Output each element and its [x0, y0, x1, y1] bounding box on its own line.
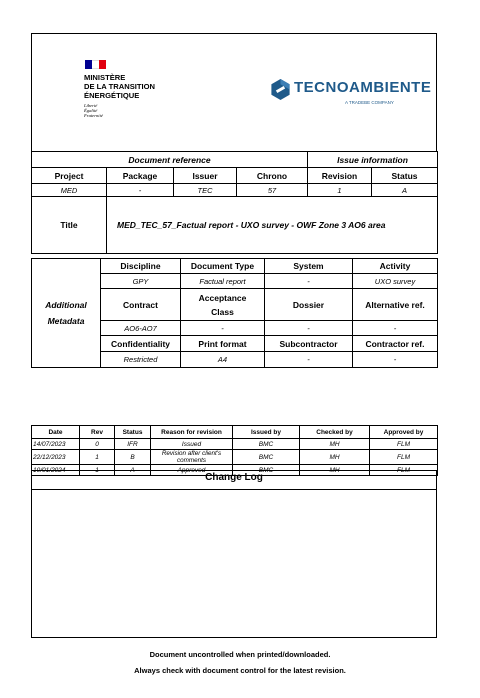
ministry-name	[84, 73, 155, 100]
rev-cell: MH	[300, 439, 370, 450]
document-title: MED_TEC_57_Factual report - UXO survey - OWF Zone 3 AO6 area	[107, 197, 438, 254]
motto-line-2: Égalité	[84, 108, 98, 114]
motto-line-1: Liberté	[84, 103, 98, 108]
rev-cell: Revision after client's comments	[151, 450, 233, 465]
title-label: Title	[32, 197, 107, 254]
meta-value-document-type: Factual report	[181, 274, 265, 289]
metadata-table	[31, 258, 438, 368]
rev-cell: FLM	[370, 450, 438, 465]
meta-header-subcontractor: Subcontractor	[265, 336, 353, 352]
rev-cell: MH	[300, 450, 370, 465]
document-reference-heading: Document reference	[32, 152, 308, 168]
rev-cell: Issued	[151, 439, 233, 450]
value-project: MED	[32, 184, 107, 197]
meta-header-print-format: Print format	[181, 336, 265, 352]
meta-header-system: System	[265, 259, 353, 274]
meta-header-dossier: Dossier	[265, 289, 353, 321]
meta-header-confidentiality: Confidentiality	[101, 336, 181, 352]
table-row	[32, 450, 438, 465]
rev-header-issued-by: Issued by	[233, 426, 300, 439]
value-package: -	[107, 184, 174, 197]
rev-header-checked-by: Checked by	[300, 426, 370, 439]
meta-value-alternative-ref: -	[353, 321, 438, 336]
rev-cell: 22/12/2023	[32, 450, 80, 465]
col-header-revision: Revision	[308, 168, 372, 184]
company-logo-icon	[270, 79, 291, 100]
change-log-header-divider	[31, 489, 437, 490]
rev-cell: BMC	[233, 465, 300, 476]
french-flag-icon	[85, 60, 106, 69]
rev-cell: 1	[80, 465, 115, 476]
footer-notice-line-1: Document uncontrolled when printed/downloaded.	[149, 650, 331, 659]
rev-cell: IFR	[115, 439, 151, 450]
revision-table	[31, 425, 438, 476]
meta-value-system: -	[265, 274, 353, 289]
meta-value-activity: UXO survey	[353, 274, 438, 289]
republic-motto	[84, 103, 103, 119]
meta-header-document-type: Document Type	[181, 259, 265, 274]
rev-header-approved-by: Approved by	[370, 426, 438, 439]
rev-header-status: Status	[115, 426, 151, 439]
meta-value-discipline: GPY	[101, 274, 181, 289]
rev-cell: Approved	[151, 465, 233, 476]
footer-notice-line-2: Always check with document control for the latest revision.	[134, 666, 346, 675]
meta-header-discipline: Discipline	[101, 259, 181, 274]
meta-value-confidentiality: Restricted	[101, 352, 181, 368]
issue-information-heading: Issue information	[308, 152, 438, 168]
rev-cell: 14/07/2023	[32, 439, 80, 450]
ministry-line-2: DE LA TRANSITION	[84, 82, 156, 91]
meta-value-subcontractor: -	[265, 352, 353, 368]
company-name: TECNOAMBIENTE	[294, 79, 432, 96]
rev-header-reason: Reason for revision	[151, 426, 233, 439]
rev-cell: B	[115, 450, 151, 465]
rev-cell: 10/01/2024	[32, 465, 80, 476]
rev-header-rev: Rev	[80, 426, 115, 439]
rev-cell: BMC	[233, 439, 300, 450]
rev-header-date: Date	[32, 426, 80, 439]
meta-header-acceptance-class: Acceptance Class	[181, 289, 265, 321]
meta-header-contractor-ref: Contractor ref.	[353, 336, 438, 352]
change-log-title: Change Log	[205, 472, 263, 483]
rev-cell: A	[115, 465, 151, 476]
rev-cell: 1	[80, 450, 115, 465]
change-log-box	[31, 470, 437, 638]
ministry-line-3: ÉNERGÉTIQUE	[84, 91, 140, 100]
value-issuer: TEC	[174, 184, 237, 197]
additional-metadata-label: Additional Metadata	[32, 259, 101, 368]
rev-cell: 0	[80, 439, 115, 450]
company-tagline: A TRADEBE COMPANY	[345, 100, 394, 105]
col-header-chrono: Chrono	[237, 168, 308, 184]
meta-header-alternative-ref: Alternative ref.	[353, 289, 438, 321]
meta-value-acceptance-class: -	[181, 321, 265, 336]
col-header-status: Status	[372, 168, 438, 184]
motto-line-3: Fraternité	[84, 113, 103, 119]
ministry-line-1: MINISTÈRE	[84, 73, 126, 82]
meta-header-contract: Contract	[101, 289, 181, 321]
rev-cell: FLM	[370, 439, 438, 450]
meta-value-print-format: A4	[181, 352, 265, 368]
value-status: A	[372, 184, 438, 197]
col-header-project: Project	[32, 168, 107, 184]
value-chrono: 57	[237, 184, 308, 197]
value-revision: 1	[308, 184, 372, 197]
rev-cell: MH	[300, 465, 370, 476]
rev-cell: BMC	[233, 450, 300, 465]
col-header-issuer: Issuer	[174, 168, 237, 184]
meta-value-dossier: -	[265, 321, 353, 336]
meta-value-contract: AO6-AO7	[101, 321, 181, 336]
table-row	[32, 439, 438, 450]
rev-cell: FLM	[370, 465, 438, 476]
document-reference-table	[31, 151, 438, 254]
meta-value-contractor-ref: -	[353, 352, 438, 368]
meta-header-activity: Activity	[353, 259, 438, 274]
col-header-package: Package	[107, 168, 174, 184]
